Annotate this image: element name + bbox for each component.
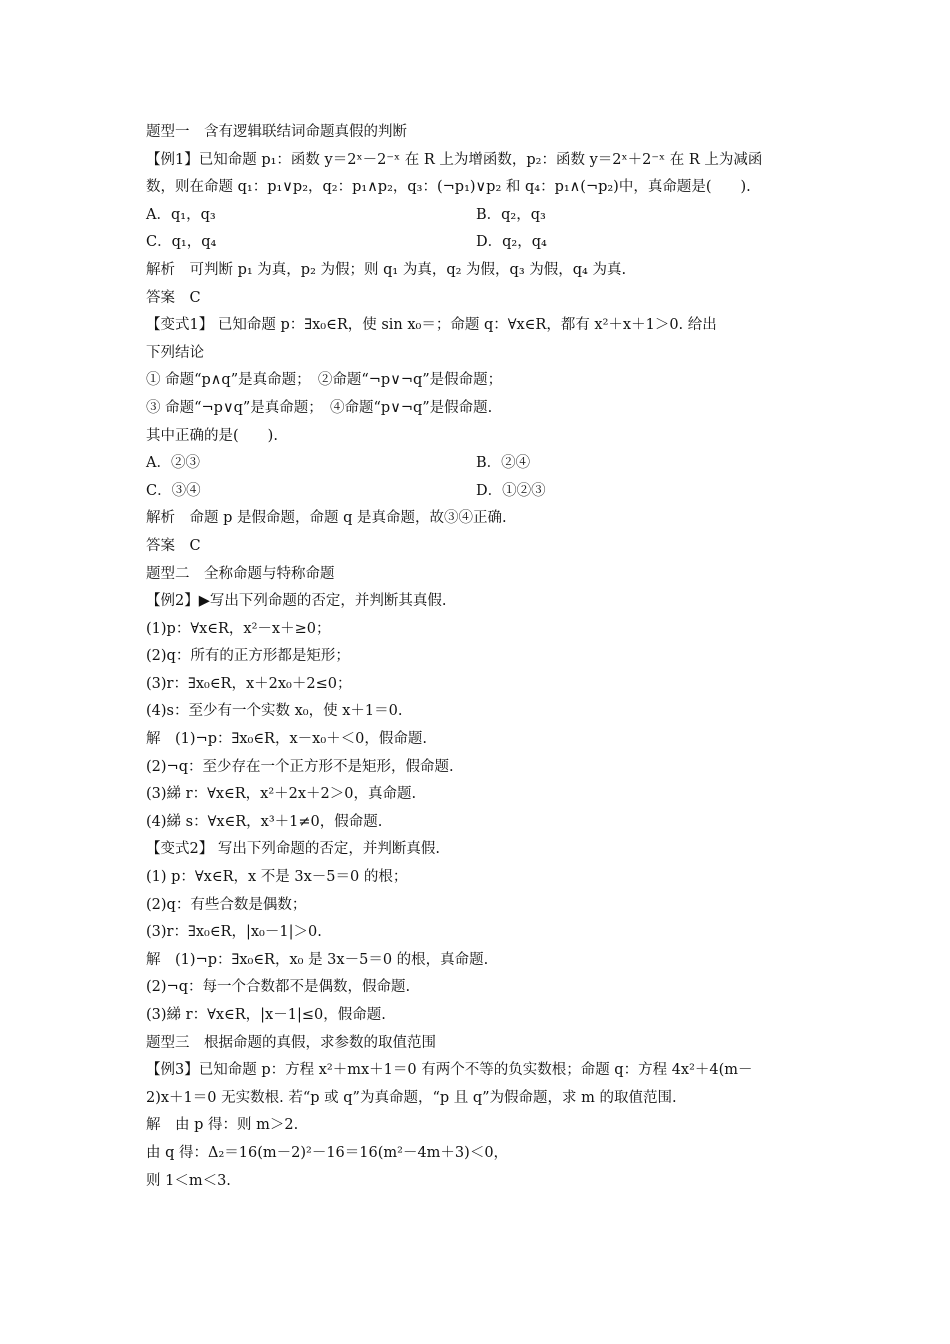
solution-2: (2)¬q：至少存在一个正方形不是矩形，假命题. [146,758,454,775]
proposition-r: (3)r：∃x₀∈R，|x₀－1|＞0. [146,924,322,941]
section-heading-2: 题型二 全称命题与特称命题 [146,565,335,582]
document-body [146,119,810,1195]
answer-2: 答案 C [146,537,201,554]
option-c: C．q₁，q₄ [146,234,217,251]
solution-1: 解 (1)¬p：∃x₀∈R，x₀ 是 3x－5＝0 的根，真命题. [146,951,489,968]
variant-2-text: 【变式2】 写出下列命题的否定，并判断真假. [146,841,440,858]
variant-1-text-cont: 下列结论 [146,344,204,361]
proposition-r: (3)r：∃x₀∈R，x＋2x₀＋2≤0； [146,675,352,692]
analysis-2: 解析 命题 p 是假命题，命题 q 是真命题，故③④正确. [146,510,507,527]
option-a: A．q₁，q₃ [146,206,216,223]
proposition-q: (2)q：有些合数是偶数； [146,896,307,913]
example-3-text: 【例3】已知命题 p：方程 x²＋mx＋1＝0 有两个不等的负实数根；命题 q：方程 4x²＋4(m－ [146,1062,753,1079]
solution-3: (3)綈 r：∀x∈R，x²＋2x＋2＞0，真命题. [146,786,417,803]
question-prompt: 其中正确的是( ). [146,427,278,444]
solution-3: (3)綈 r：∀x∈R，|x－1|≤0，假命题. [146,1007,386,1023]
solution-2: (2)¬q：每一个合数都不是偶数，假命题. [146,979,411,996]
option-a: A．②③ [146,455,200,472]
option-c: C．③④ [146,482,201,499]
proposition-q: (2)q：所有的正方形都是矩形； [146,648,350,665]
section-heading-3: 题型三 根据命题的真假，求参数的取值范围 [146,1034,436,1051]
proposition-p: (1) p：∀x∈R，x 不是 3x－5＝0 的根； [146,869,408,886]
example-3-text-cont: 2)x＋1＝0 无实数根. 若“p 或 q”为真命题，“p 且 q”为假命题，求 m 的取值范围. [146,1089,677,1106]
example-1-text-cont: 数，则在命题 q₁：p₁∨p₂，q₂：p₁∧p₂，q₃：(¬p₁)∨p₂ 和 q₄：p₁∧(¬p₂)中，真命题是( ). [146,179,751,196]
options-row [146,450,810,478]
section-heading-1: 题型一 含有逻辑联结词命题真假的判断 [146,124,407,140]
answer-1: 答案 C [146,289,201,306]
example-2-text: 【例2】▶写出下列命题的否定，并判断其真假. [146,593,447,610]
solution-step-2: 由 q 得：Δ₂＝16(m－2)²－16＝16(m²－4m＋3)＜0， [146,1144,509,1161]
solution-step-3: 则 1＜m＜3. [146,1172,231,1189]
options-row [146,478,810,506]
conclusion-3-4: ③ 命题“¬p∨q”是真命题； ④命题“p∨¬q”是假命题. [146,399,493,416]
option-b: B．q₂，q₃ [476,206,546,223]
analysis-1: 解析 可判断 p₁ 为真，p₂ 为假；则 q₁ 为真，q₂ 为假，q₃ 为假，q₄ 为真. [146,261,627,278]
proposition-p: (1)p：∀x∈R，x²－x＋≥0； [146,620,331,637]
option-d: D．①②③ [476,482,546,499]
solution-step-1: 解 由 p 得：则 m＞2. [146,1117,299,1134]
conclusion-1-2: ① 命题“p∧q”是真命题； ②命题“¬p∨¬q”是假命题； [146,372,503,389]
options-row [146,202,810,230]
proposition-s: (4)s：至少有一个实数 x₀，使 x＋1＝0. [146,703,403,720]
example-1-text: 【例1】已知命题 p₁：函数 y＝2ˣ－2⁻ˣ 在 R 上为增函数，p₂：函数 y＝2ˣ＋2⁻ˣ 在 R 上为减函 [146,151,763,168]
option-d: D．q₂，q₄ [476,234,547,251]
variant-1-text: 【变式1】 已知命题 p：∃x₀∈R，使 sin x₀＝；命题 q：∀x∈R，都有 x²＋x＋1＞0. 给出 [146,317,717,334]
option-b: B．②④ [476,455,531,472]
solution-4: (4)綈 s：∀x∈R，x³＋1≠0，假命题. [146,813,383,830]
options-row [146,229,810,257]
solution-1: 解 (1)¬p：∃x₀∈R，x－x₀＋＜0，假命题. [146,731,427,748]
